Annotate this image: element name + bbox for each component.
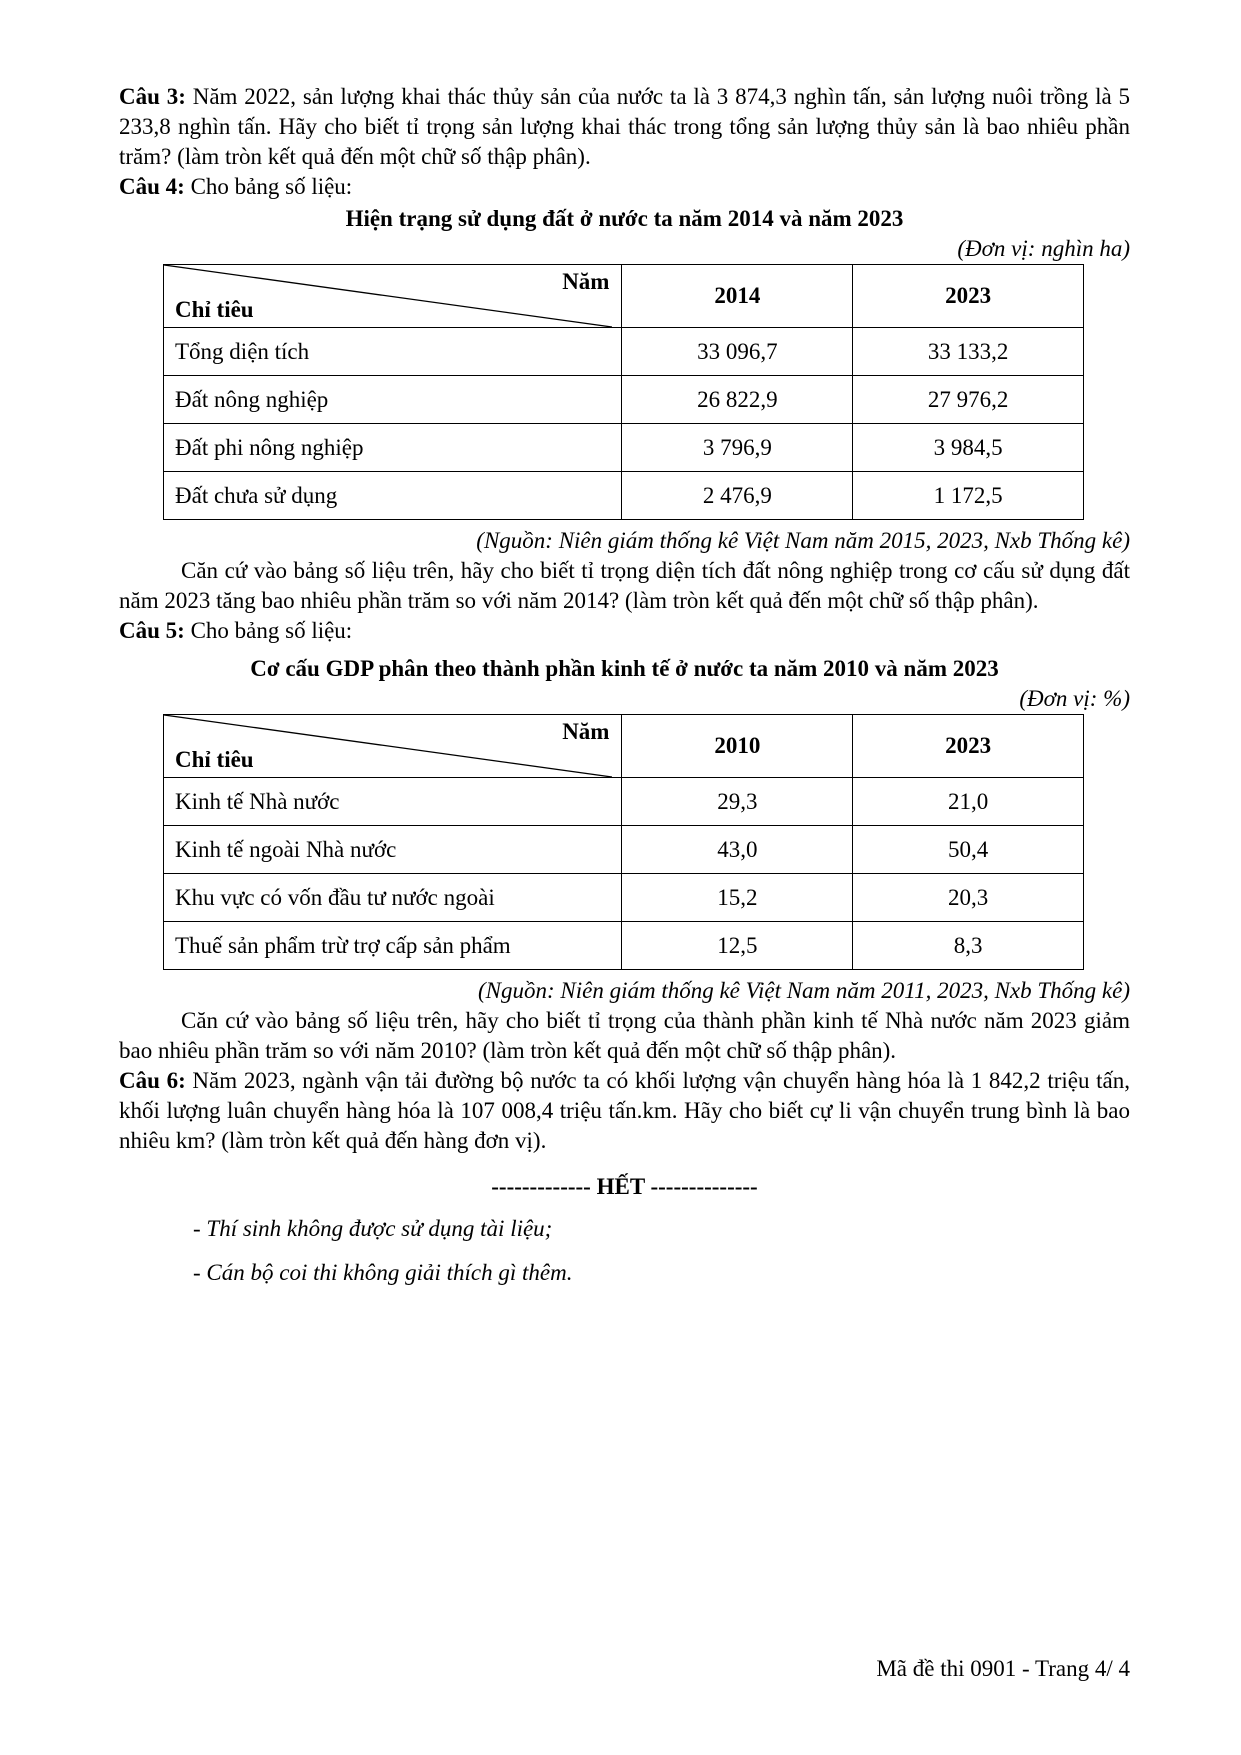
exam-page bbox=[119, 82, 1130, 1288]
header-year-label: Năm bbox=[562, 269, 610, 294]
row-value: 15,2 bbox=[622, 874, 853, 922]
question-5-intro-text: Cho bảng số liệu: bbox=[184, 618, 353, 643]
question-4-label: Câu 4: bbox=[119, 174, 185, 199]
row-value: 3 984,5 bbox=[853, 424, 1084, 472]
row-label: Đất phi nông nghiệp bbox=[164, 424, 622, 472]
table-1-title: Hiện trạng sử dụng đất ở nước ta năm 2014 và năm 2023 bbox=[345, 206, 904, 231]
page-footer: Mã đề thi 0901 - Trang 4/ 4 bbox=[876, 1656, 1130, 1681]
row-label: Đất nông nghiệp bbox=[164, 376, 622, 424]
table-2-unit: (Đơn vị: %) bbox=[1019, 686, 1130, 711]
note-line: - Cán bộ coi thi không giải thích gì thêm. bbox=[193, 1260, 573, 1285]
header-col-2023: 2023 bbox=[853, 265, 1084, 328]
table-row bbox=[164, 826, 1084, 874]
table-corner-cell bbox=[164, 265, 622, 328]
table-row bbox=[164, 472, 1084, 520]
header-row-label: Chỉ tiêu bbox=[175, 747, 254, 772]
row-label: Kinh tế Nhà nước bbox=[164, 778, 622, 826]
row-value: 33 133,2 bbox=[853, 328, 1084, 376]
table-1-source: (Nguồn: Niên giám thống kê Việt Nam năm 2015, 2023, Nxb Thống kê) bbox=[476, 528, 1130, 553]
header-col-2014: 2014 bbox=[622, 265, 853, 328]
row-label: Kinh tế ngoài Nhà nước bbox=[164, 826, 622, 874]
row-value: 50,4 bbox=[853, 826, 1084, 874]
table-2-source: (Nguồn: Niên giám thống kê Việt Nam năm 2011, 2023, Nxb Thống kê) bbox=[477, 978, 1130, 1003]
table-row bbox=[164, 778, 1084, 826]
header-col-2010: 2010 bbox=[622, 715, 853, 778]
row-value: 33 096,7 bbox=[622, 328, 853, 376]
question-6 bbox=[119, 1066, 1130, 1156]
row-value: 21,0 bbox=[853, 778, 1084, 826]
row-value: 20,3 bbox=[853, 874, 1084, 922]
row-value: 29,3 bbox=[622, 778, 853, 826]
question-4-intro bbox=[119, 172, 1130, 202]
gdp-structure-table bbox=[163, 714, 1084, 970]
table-row bbox=[164, 874, 1084, 922]
header-year-label: Năm bbox=[562, 719, 610, 744]
question-6-text: Năm 2023, ngành vận tải đường bộ nước ta có khối lượng vận chuyển hàng hóa là 1 842,2 triệu tấn, khối lượng luân chuyển hàng hóa là 107 008,4 triệu tấn.km. Hãy cho biết cự li vận chuyển trung bình là bao nhiêu km? (làm tròn kết quả đến hàng đơn vị). bbox=[119, 1068, 1131, 1153]
table-1-unit: (Đơn vị: nghìn ha) bbox=[957, 236, 1130, 261]
table-row bbox=[164, 328, 1084, 376]
table-corner-cell bbox=[164, 715, 622, 778]
table-header-row bbox=[164, 715, 1084, 778]
question-3 bbox=[119, 82, 1130, 172]
question-5-label: Câu 5: bbox=[119, 618, 185, 643]
table-row bbox=[164, 922, 1084, 970]
note-line: - Thí sinh không được sử dụng tài liệu; bbox=[193, 1216, 553, 1241]
row-label: Tổng diện tích bbox=[164, 328, 622, 376]
question-5-text: Căn cứ vào bảng số liệu trên, hãy cho biết tỉ trọng của thành phần kinh tế Nhà nước năm 2023 giảm bao nhiêu phần trăm so với năm 2010? (làm tròn kết quả đến một chữ số thập phân). bbox=[119, 1008, 1130, 1063]
row-value: 26 822,9 bbox=[622, 376, 853, 424]
header-row-label: Chỉ tiêu bbox=[175, 297, 254, 322]
question-4-intro-text: Cho bảng số liệu: bbox=[184, 174, 353, 199]
row-value: 8,3 bbox=[853, 922, 1084, 970]
end-marker: ------------- HẾT -------------- bbox=[491, 1174, 758, 1199]
table-row bbox=[164, 376, 1084, 424]
header-col-2023: 2023 bbox=[853, 715, 1084, 778]
row-label: Đất chưa sử dụng bbox=[164, 472, 622, 520]
table-header-row bbox=[164, 265, 1084, 328]
row-label: Thuế sản phẩm trừ trợ cấp sản phẩm bbox=[164, 922, 622, 970]
row-value: 43,0 bbox=[622, 826, 853, 874]
table-2-title: Cơ cấu GDP phân theo thành phần kinh tế ở nước ta năm 2010 và năm 2023 bbox=[250, 656, 999, 681]
question-3-text: Năm 2022, sản lượng khai thác thủy sản của nước ta là 3 874,3 nghìn tấn, sản lượng nuôi trồng là 5 233,8 nghìn tấn. Hãy cho biết tỉ trọng sản lượng khai thác trong tổng sản lượng thủy sản là bao nhiêu phần trăm? (làm tròn kết quả đến một chữ số thập phân). bbox=[119, 84, 1131, 169]
question-5-intro bbox=[119, 616, 1130, 646]
question-4-text: Căn cứ vào bảng số liệu trên, hãy cho biết tỉ trọng diện tích đất nông nghiệp trong cơ cấu sử dụng đất năm 2023 tăng bao nhiêu phần trăm so với năm 2014? (làm tròn kết quả đến một chữ số thập phân). bbox=[119, 558, 1130, 613]
row-label: Khu vực có vốn đầu tư nước ngoài bbox=[164, 874, 622, 922]
row-value: 12,5 bbox=[622, 922, 853, 970]
row-value: 3 796,9 bbox=[622, 424, 853, 472]
land-use-table bbox=[163, 264, 1084, 520]
question-6-label: Câu 6: bbox=[119, 1068, 186, 1093]
table-row bbox=[164, 424, 1084, 472]
row-value: 2 476,9 bbox=[622, 472, 853, 520]
question-3-label: Câu 3: bbox=[119, 84, 186, 109]
row-value: 27 976,2 bbox=[853, 376, 1084, 424]
row-value: 1 172,5 bbox=[853, 472, 1084, 520]
